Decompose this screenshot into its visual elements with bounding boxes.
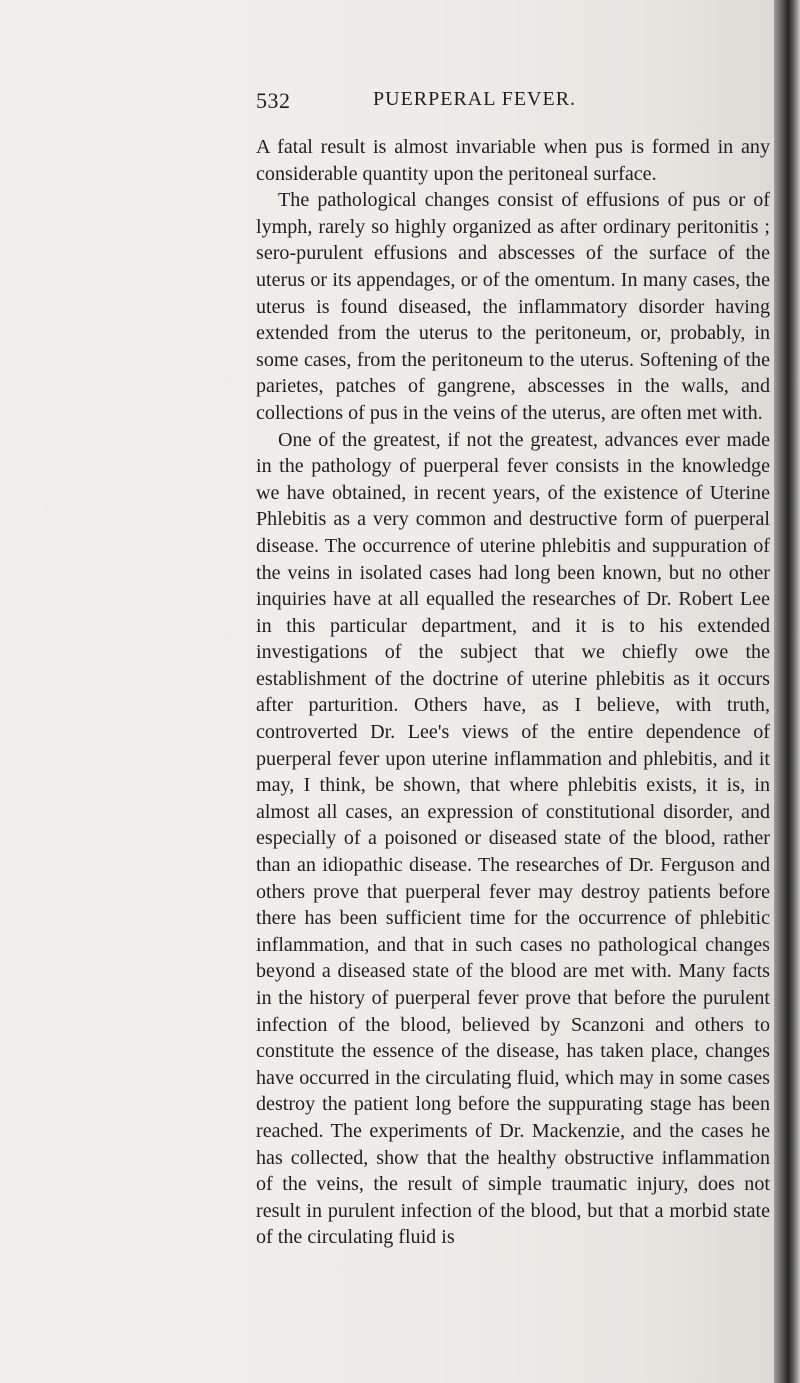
running-head: PUERPERAL FEVER. bbox=[373, 88, 577, 110]
paragraph: A fatal result is almost invariable when pus is formed in any considerable quantity upon the peritoneal surface. bbox=[256, 136, 770, 185]
page-edge-shadow bbox=[774, 0, 800, 1383]
body-text bbox=[256, 134, 770, 1354]
page-number: 532 bbox=[256, 88, 291, 113]
paragraph: The pathological changes consist of effusions of pus or of lymph, rarely so highly organized as after ordinary peritonitis ; sero-purulent effusions and abscesses of the surface of the uterus or its appendages, or of the omentum. In many cases, the uterus is found diseased, the inflammatory disorder having extended from the uterus to the peritoneum, or, probably, in some cases, from the peritoneum to the uterus. Softening of the parietes, patches of gangrene, abscesses in the walls, and collections of pus in the veins of the uterus, are often met with. bbox=[256, 189, 770, 424]
paragraph: One of the greatest, if not the greatest, advances ever made in the pathology of puerperal fever consists in the knowledge we have obtained, in recent years, of the existence of Uterine Phlebitis as a very common and destructive form of puerperal disease. The occurrence of uterine phlebitis and suppuration of the veins in isolated cases had long been known, but no other inquiries have at all equalled the researches of Dr. Robert Lee in this particular department, and it is to his extended investigations of the subject that we chiefly owe the establishment of the doctrine of uterine phlebitis as it occurs after parturition. Others have, as I believe, with truth, controverted Dr. Lee's views of the entire dependence of puerperal fever upon uterine inflammation and phlebitis, and it may, I think, be shown, that where phlebitis exists, it is, in almost all cases, an expression of constitutional disorder, and especially of a poisoned or diseased state of the blood, rather than an idiopathic disease. The researches of Dr. Ferguson and others prove that puerperal fever may destroy patients before there has been sufficient time for the occurrence of phlebitic inflammation, and that in such cases no pathological changes beyond a diseased state of the blood are met with. Many facts in the history of puerperal fever prove that before the purulent infection of the blood, believed by Scanzoni and others to constitute the essence of the disease, has taken place, changes have occurred in the circulating fluid, which may in some cases destroy the patient long before the suppurating stage has been reached. The experiments of Dr. Mackenzie, and the cases he has collected, show that the healthy obstructive inflammation of the veins, the result of simple traumatic injury, does not result in purulent infection of the blood, but that a morbid state of the circulating fluid is bbox=[256, 428, 770, 1249]
page-header bbox=[256, 88, 776, 120]
